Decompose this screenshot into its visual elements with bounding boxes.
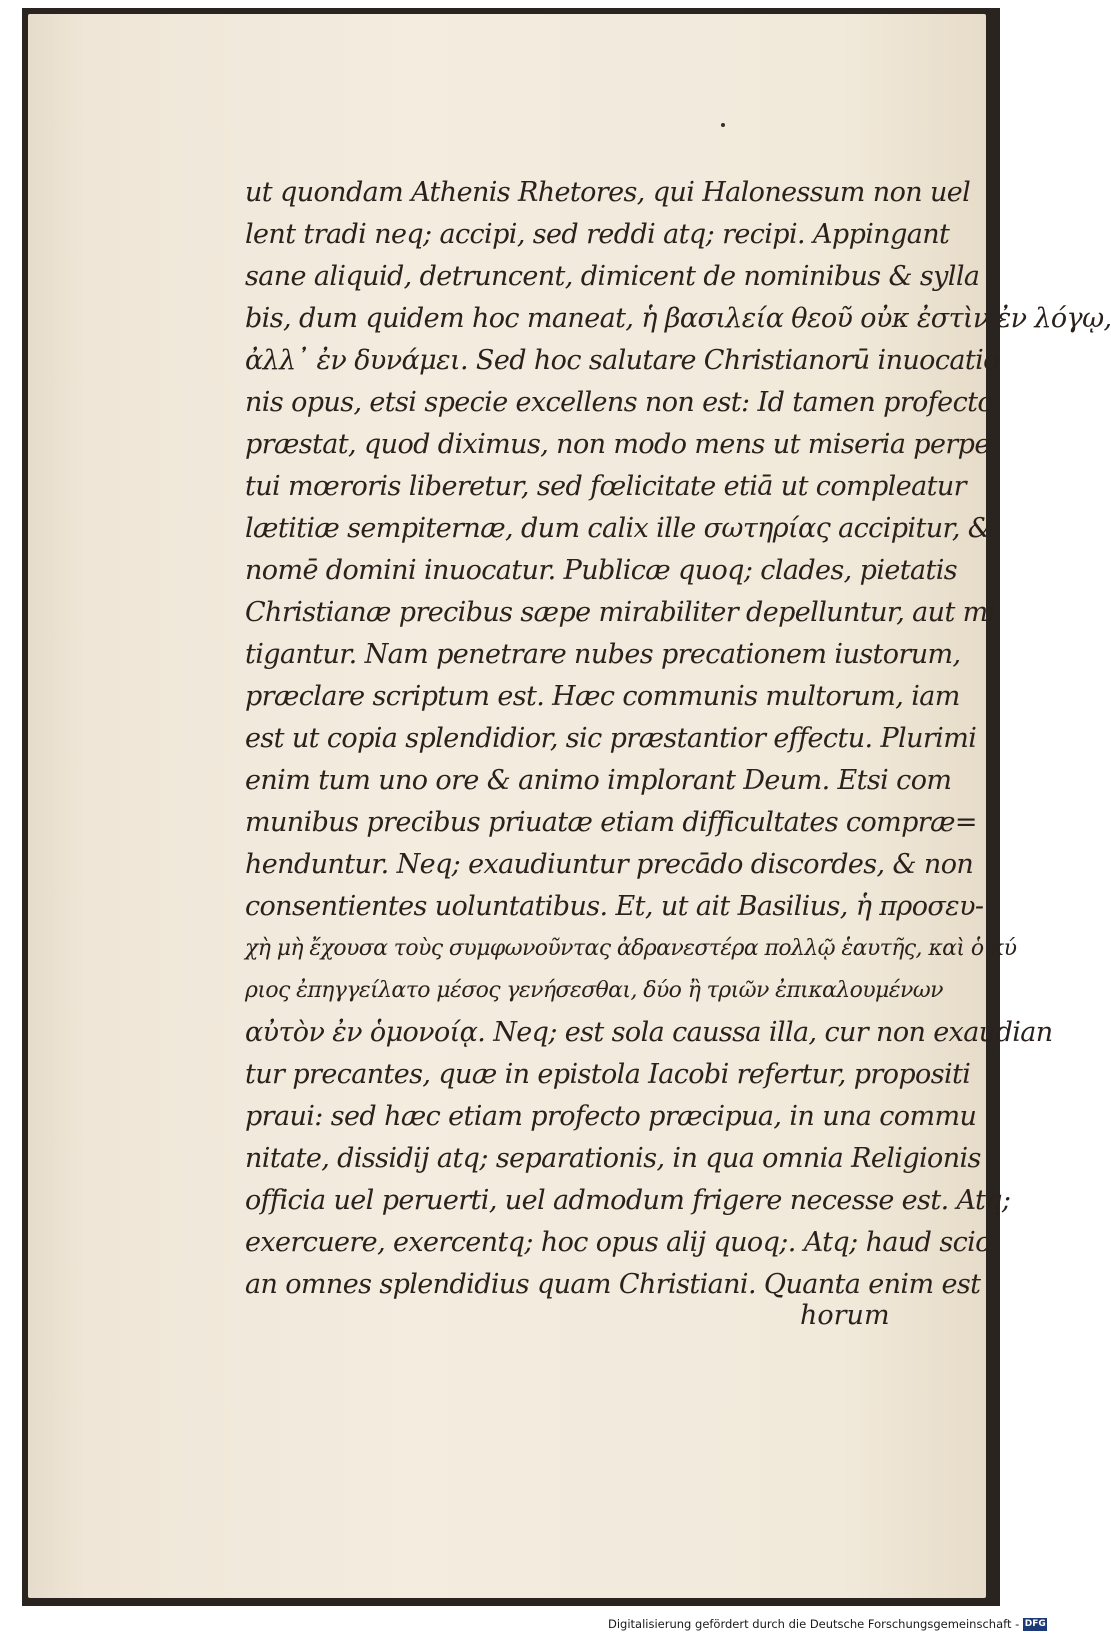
text-line: bis, dum quidem hoc maneat, ἡ βασιλεία θεοῦ οὐκ ἐστὶν ἐν λόγῳ, — [245, 303, 1111, 334]
catchword: horum — [800, 1300, 890, 1331]
text-line: tui mœroris liberetur, sed fœlicitate etiā ut compleatur — [245, 471, 966, 502]
credit-text: Digitalisierung gefördert durch die Deutsche Forschungsgemeinschaft - — [608, 1617, 1020, 1631]
text-line: præclare scriptum est. Hæc communis multorum, iam — [245, 681, 960, 712]
text-line: tur precantes, quæ in epistola Iacobi refertur, propositi — [245, 1059, 971, 1090]
text-line: tigantur. Nam penetrare nubes precationem iustorum, — [245, 639, 961, 670]
text-line: nomē domini inuocatur. Publicæ quoq; clades, pietatis — [245, 555, 958, 586]
dfg-logo-icon: DFG — [1024, 1619, 1046, 1629]
text-line: munibus precibus priuatæ etiam difficultates compræ= — [245, 807, 977, 838]
text-line-greek: χὴ μὴ ἔχουσα τοὺς συμφωνοῦντας ἀδρανεστέρα πολλῷ ἑαυτῆς, καὶ ὁ κύ — [245, 936, 1017, 961]
body-text — [245, 172, 1111, 1306]
text-line: est ut copia splendidior, sic præstantior effectu. Plurimi — [245, 723, 977, 754]
text-line: præstat, quod diximus, non modo mens ut miseria perpe — [245, 429, 990, 460]
text-line: praui: sed hæc etiam profecto præcipua, in una commu — [245, 1101, 977, 1132]
text-line: αὐτὸν ἐν ὁμονοίᾳ. Neq; est sola caussa illa, cur non exaudian — [245, 1017, 1053, 1048]
text-line: lætitiæ sempiternæ, dum calix ille σωτηρίας accipitur, & — [245, 513, 992, 544]
text-line: lent tradi neq; accipi, sed reddi atq; recipi. Appingant — [245, 219, 950, 250]
text-line: exercuere, exercentq; hoc opus alij quoq;. Atq; haud scio — [245, 1227, 991, 1258]
text-line: consentientes uoluntatibus. Et, ut ait Basilius, ἡ προσευ- — [245, 891, 984, 922]
text-line: nitate, dissidij atq; separationis, in qua omnia Religionis — [245, 1143, 981, 1174]
text-line: sane aliquid, detruncent, dimicent de nominibus & sylla — [245, 261, 980, 292]
digitization-credit — [608, 1614, 1046, 1634]
text-line: Christianæ precibus sæpe mirabiliter depelluntur, aut mi — [245, 597, 996, 628]
text-line: officia uel peruerti, uel admodum frigere necesse est. Atq; — [245, 1185, 1011, 1216]
text-line: an omnes splendidius quam Christiani. Quanta enim est — [245, 1269, 981, 1300]
text-line: nis opus, etsi specie excellens non est: Id tamen profecto — [245, 387, 993, 418]
text-line-greek: ριος ἐπηγγείλατο μέσος γενήσεσθαι, δύο ἢ τριῶν ἐπικαλουμένων — [245, 978, 943, 1003]
text-line: ut quondam Athenis Rhetores, qui Halonessum non uel — [245, 177, 971, 208]
text-line: henduntur. Neq; exaudiuntur precādo discordes, & non — [245, 849, 974, 880]
ink-mark — [721, 123, 725, 127]
text-line: enim tum uno ore & animo implorant Deum. Etsi com — [245, 765, 952, 796]
text-line: ἀλλ᾽ ἐν δυνάμει. Sed hoc salutare Christianorū inuocatio — [245, 345, 999, 376]
